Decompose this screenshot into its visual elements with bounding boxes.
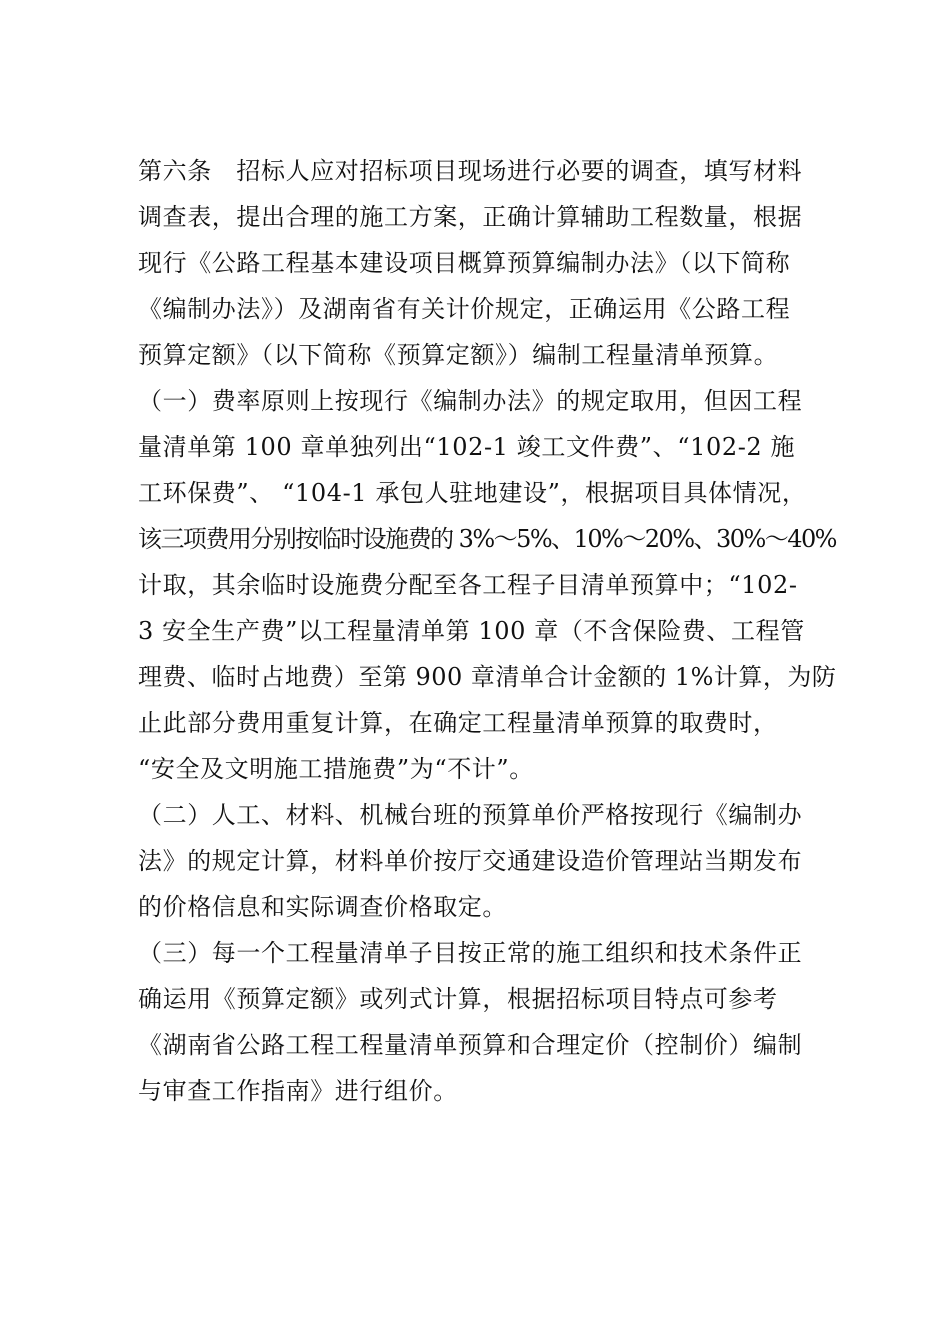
text-line: 工环保费”、 “104-1 承包人驻地建设”，根据项目具体情况， <box>138 479 807 507</box>
text-line: （三）每一个工程量清单子目按正常的施工组织和技术条件正 <box>138 939 803 967</box>
text-line: “安全及文明施工措施费”为“不计”。 <box>138 755 534 783</box>
text-line: 《编制办法》）及湖南省有关计价规定，正确运用《公路工程 <box>138 295 791 323</box>
text-line: 与审查工作指南》进行组价。 <box>138 1077 458 1105</box>
text-line: 止此部分费用重复计算，在确定工程量清单预算的取费时， <box>138 709 778 737</box>
text-line: 3 安全生产费”以工程量清单第 100 章（不含保险费、工程管 <box>138 617 805 645</box>
paragraph-item-1 <box>138 378 838 792</box>
document-body <box>138 148 838 1114</box>
text-line: 《湖南省公路工程工程量清单预算和合理定价（控制价）编制 <box>138 1031 803 1059</box>
text-line: 调查表，提出合理的施工方案，正确计算辅助工程数量，根据 <box>138 203 803 231</box>
paragraph-item-2 <box>138 792 838 930</box>
text-line: 理费、临时占地费）至第 900 章清单合计金额的 1%计算，为防 <box>138 663 837 691</box>
text-line: （一）费率原则上按现行《编制办法》的规定取用，但因工程 <box>138 387 803 415</box>
text-line: 确运用《预算定额》或列式计算，根据招标项目特点可参考 <box>138 985 778 1013</box>
paragraph-article-6 <box>138 148 838 378</box>
text-line: 现行《公路工程基本建设项目概算预算编制办法》（以下简称 <box>138 249 791 277</box>
text-line: 第六条 招标人应对招标项目现场进行必要的调查，填写材料 <box>138 157 803 185</box>
text-line: 的价格信息和实际调查价格取定。 <box>138 893 507 921</box>
text-line: 预算定额》（以下简称《预算定额》）编制工程量清单预算。 <box>138 341 779 369</box>
text-line: 法》的规定计算，材料单价按厅交通建设造价管理站当期发布 <box>138 847 803 875</box>
text-line: （二）人工、材料、机械台班的预算单价严格按现行《编制办 <box>138 801 803 829</box>
text-line: 量清单第 100 章单独列出“102-1 竣工文件费”、“102-2 施 <box>138 433 796 461</box>
text-line: 该三项费用分别按临时设施费的 3%～5%、10%～20%、30%～40% <box>138 525 836 553</box>
text-line: 计取，其余临时设施费分配至各工程子目清单预算中；“102- <box>138 571 798 599</box>
paragraph-item-3 <box>138 930 838 1114</box>
